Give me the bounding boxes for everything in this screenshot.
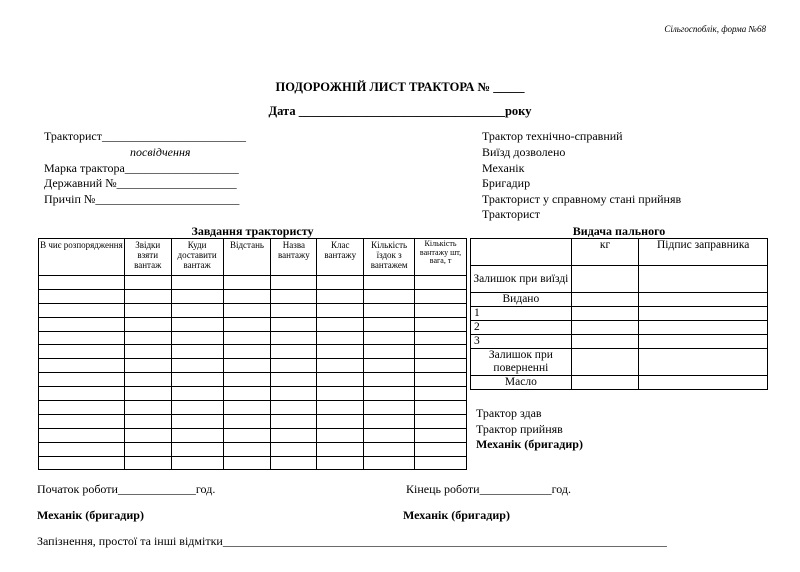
task-cell[interactable]	[317, 331, 364, 345]
task-cell[interactable]	[271, 442, 317, 456]
task-cell[interactable]	[223, 276, 271, 290]
task-cell[interactable]	[364, 401, 415, 415]
task-row	[39, 387, 467, 401]
task-cell[interactable]	[124, 276, 171, 290]
task-cell[interactable]	[271, 373, 317, 387]
tractorist-field[interactable]: Тракторист________________________	[44, 129, 246, 143]
task-cell[interactable]	[364, 442, 415, 456]
task-cell[interactable]	[415, 359, 467, 373]
task-cell[interactable]	[223, 331, 271, 345]
task-row	[39, 414, 467, 428]
task-cell[interactable]	[271, 289, 317, 303]
task-cell[interactable]	[415, 317, 467, 331]
task-table-title: Завдання трактористу	[191, 224, 314, 238]
task-cell[interactable]	[124, 401, 171, 415]
date-line: Дата _________________________________року	[268, 104, 532, 118]
fuel-row-label: 3	[471, 335, 572, 349]
task-cell[interactable]	[39, 359, 125, 373]
task-cell[interactable]	[39, 303, 125, 317]
task-row	[39, 303, 467, 317]
task-row	[39, 345, 467, 359]
fuel-table-title: Видача пального	[572, 224, 666, 238]
mechanic-foreman-right: Механік (бригадир)	[403, 508, 510, 522]
task-cell[interactable]	[223, 414, 271, 428]
task-cell[interactable]	[223, 456, 271, 470]
fuel-cell-signature[interactable]	[639, 293, 768, 307]
task-cell[interactable]	[271, 317, 317, 331]
task-row	[39, 456, 467, 470]
task-row	[39, 401, 467, 415]
task-cell[interactable]	[223, 401, 271, 415]
task-cell[interactable]	[415, 276, 467, 290]
task-cell[interactable]	[317, 345, 364, 359]
task-cell[interactable]	[171, 442, 223, 456]
task-cell[interactable]	[317, 303, 364, 317]
task-cell[interactable]	[171, 373, 223, 387]
task-cell[interactable]	[317, 359, 364, 373]
task-cell[interactable]	[39, 345, 125, 359]
task-header-trips: Кількість їздок з вантажем	[364, 239, 415, 276]
task-cell[interactable]	[271, 345, 317, 359]
tractor-accepted: Трактор прийняв	[476, 422, 563, 436]
fuel-header-signature: Підпис заправника	[639, 239, 768, 266]
task-cell[interactable]	[223, 289, 271, 303]
task-cell[interactable]	[171, 414, 223, 428]
task-cell[interactable]	[364, 456, 415, 470]
foreman-label: Бригадир	[482, 176, 531, 190]
tractor-handed: Трактор здав	[476, 406, 542, 420]
fuel-cell-signature[interactable]	[639, 321, 768, 335]
task-header-from: Звідки взяти вантаж	[124, 239, 171, 276]
fuel-cell-signature[interactable]	[639, 349, 768, 376]
task-row	[39, 359, 467, 373]
task-cell[interactable]	[124, 373, 171, 387]
task-cell[interactable]	[317, 289, 364, 303]
task-cell[interactable]	[171, 359, 223, 373]
task-cell[interactable]	[271, 303, 317, 317]
work-start-field[interactable]: Початок роботи_____________год.	[37, 482, 216, 496]
task-cell[interactable]	[124, 345, 171, 359]
task-cell[interactable]	[223, 428, 271, 442]
task-cell[interactable]	[271, 428, 317, 442]
fuel-cell-kg[interactable]	[571, 321, 639, 335]
task-cell[interactable]	[415, 289, 467, 303]
task-cell[interactable]	[364, 359, 415, 373]
page-title: ПОДОРОЖНІЙ ЛИСТ ТРАКТОРА № _____	[275, 80, 525, 94]
task-cell[interactable]	[415, 414, 467, 428]
task-cell[interactable]	[317, 456, 364, 470]
task-cell[interactable]	[317, 442, 364, 456]
task-cell[interactable]	[415, 456, 467, 470]
task-cell[interactable]	[415, 442, 467, 456]
fuel-cell-signature[interactable]	[639, 335, 768, 349]
task-cell[interactable]	[171, 276, 223, 290]
task-cell[interactable]	[364, 373, 415, 387]
task-cell[interactable]	[317, 387, 364, 401]
task-cell[interactable]	[223, 373, 271, 387]
task-cell[interactable]	[124, 331, 171, 345]
task-cell[interactable]	[39, 414, 125, 428]
task-cell[interactable]	[39, 317, 125, 331]
task-cell[interactable]	[124, 442, 171, 456]
task-cell[interactable]	[271, 414, 317, 428]
fuel-cell-signature[interactable]	[639, 266, 768, 293]
task-cell[interactable]	[39, 428, 125, 442]
mechanic-label: Механік	[482, 161, 525, 175]
task-cell[interactable]	[317, 428, 364, 442]
task-row	[39, 276, 467, 290]
task-cell[interactable]	[124, 317, 171, 331]
task-cell[interactable]	[364, 331, 415, 345]
fuel-table	[470, 238, 768, 390]
form-number: Сільгоспоблік, форма №68	[664, 24, 766, 34]
fuel-cell-signature[interactable]	[639, 307, 768, 321]
work-end-field[interactable]: Кінець роботи____________год.	[406, 482, 571, 496]
task-cell[interactable]	[171, 387, 223, 401]
fuel-row-label: Видано	[471, 293, 572, 307]
task-row	[39, 289, 467, 303]
task-cell[interactable]	[39, 442, 125, 456]
task-cell[interactable]	[124, 289, 171, 303]
task-cell[interactable]	[317, 373, 364, 387]
task-header-cargo-class: Клас вантажу	[317, 239, 364, 276]
task-cell[interactable]	[39, 276, 125, 290]
task-row	[39, 331, 467, 345]
tractor-serviceable: Трактор технічно-справний	[482, 129, 623, 143]
task-cell[interactable]	[171, 401, 223, 415]
task-row	[39, 442, 467, 456]
task-cell[interactable]	[415, 401, 467, 415]
task-cell[interactable]	[171, 345, 223, 359]
task-cell[interactable]	[39, 331, 125, 345]
task-cell[interactable]	[39, 373, 125, 387]
task-cell[interactable]	[223, 345, 271, 359]
fuel-row-label: Масло	[471, 376, 572, 390]
task-cell[interactable]	[271, 387, 317, 401]
task-cell[interactable]	[171, 317, 223, 331]
task-cell[interactable]	[364, 303, 415, 317]
task-cell[interactable]	[364, 428, 415, 442]
task-cell[interactable]	[364, 289, 415, 303]
task-row	[39, 428, 467, 442]
task-cell[interactable]	[415, 303, 467, 317]
task-cell[interactable]	[171, 303, 223, 317]
task-header-to: Куди доставити вантаж	[171, 239, 223, 276]
task-cell[interactable]	[364, 276, 415, 290]
task-cell[interactable]	[317, 276, 364, 290]
task-cell[interactable]	[271, 331, 317, 345]
task-cell[interactable]	[415, 345, 467, 359]
task-cell[interactable]	[364, 387, 415, 401]
task-cell[interactable]	[223, 303, 271, 317]
task-header-distance: Відстань	[223, 239, 271, 276]
task-cell[interactable]	[271, 359, 317, 373]
task-cell[interactable]	[223, 442, 271, 456]
task-cell[interactable]	[124, 456, 171, 470]
task-cell[interactable]	[364, 345, 415, 359]
task-cell[interactable]	[317, 401, 364, 415]
task-cell[interactable]	[171, 289, 223, 303]
task-cell[interactable]	[124, 303, 171, 317]
fuel-cell-kg[interactable]	[571, 349, 639, 376]
task-header-destination: В чиє розпорядження	[39, 239, 125, 276]
departure-allowed: Виїзд дозволено	[482, 145, 566, 159]
fuel-row-label: Залишок при виїзді	[471, 266, 572, 293]
task-cell[interactable]	[271, 276, 317, 290]
tractorist-signature: Тракторист	[482, 207, 540, 221]
task-cell[interactable]	[171, 331, 223, 345]
task-cell[interactable]	[364, 414, 415, 428]
task-cell[interactable]	[124, 387, 171, 401]
task-header-cargo-name: Назва вантажу	[271, 239, 317, 276]
tractor-brand-field[interactable]: Марка трактора___________________	[44, 161, 239, 175]
fuel-row-label: 2	[471, 321, 572, 335]
task-cell[interactable]	[223, 359, 271, 373]
task-header-quantity: Кількість вантажу шт, вага, т	[415, 239, 467, 276]
notes-field[interactable]: Запізнення, простої та інші відмітки__________________________________________________________________________	[37, 534, 667, 548]
task-cell[interactable]	[364, 317, 415, 331]
task-cell[interactable]	[415, 387, 467, 401]
task-cell[interactable]	[415, 373, 467, 387]
trailer-number-field[interactable]: Причіп №________________________	[44, 192, 240, 206]
fuel-cell-kg[interactable]	[571, 307, 639, 321]
task-cell[interactable]	[124, 359, 171, 373]
mechanic-foreman-right-top: Механік (бригадир)	[476, 437, 583, 451]
fuel-header-blank	[471, 239, 572, 266]
task-cell[interactable]	[317, 414, 364, 428]
certificate-label: посвідчення	[130, 145, 191, 159]
task-cell[interactable]	[271, 456, 317, 470]
fuel-cell-kg[interactable]	[571, 335, 639, 349]
task-cell[interactable]	[39, 289, 125, 303]
mechanic-foreman-left: Механік (бригадир)	[37, 508, 144, 522]
task-cell[interactable]	[223, 317, 271, 331]
task-cell[interactable]	[223, 387, 271, 401]
task-cell[interactable]	[124, 414, 171, 428]
task-cell[interactable]	[317, 317, 364, 331]
task-cell[interactable]	[39, 387, 125, 401]
fuel-row-label: Залишок при поверненні	[471, 349, 572, 376]
task-row	[39, 317, 467, 331]
fuel-header-kg: кг	[571, 239, 639, 266]
task-cell[interactable]	[171, 456, 223, 470]
task-cell[interactable]	[415, 331, 467, 345]
task-table	[38, 238, 467, 470]
fuel-cell-kg[interactable]	[571, 293, 639, 307]
task-cell[interactable]	[271, 401, 317, 415]
tractorist-accepted: Тракторист у справному стані прийняв	[482, 192, 682, 206]
fuel-cell-kg[interactable]	[571, 376, 639, 390]
task-row	[39, 373, 467, 387]
task-cell[interactable]	[171, 428, 223, 442]
task-cell[interactable]	[39, 456, 125, 470]
fuel-cell-signature[interactable]	[639, 376, 768, 390]
state-number-field[interactable]: Державний №____________________	[44, 176, 237, 190]
task-cell[interactable]	[39, 401, 125, 415]
fuel-cell-kg[interactable]	[571, 266, 639, 293]
task-cell[interactable]	[415, 428, 467, 442]
fuel-row-label: 1	[471, 307, 572, 321]
task-cell[interactable]	[124, 428, 171, 442]
